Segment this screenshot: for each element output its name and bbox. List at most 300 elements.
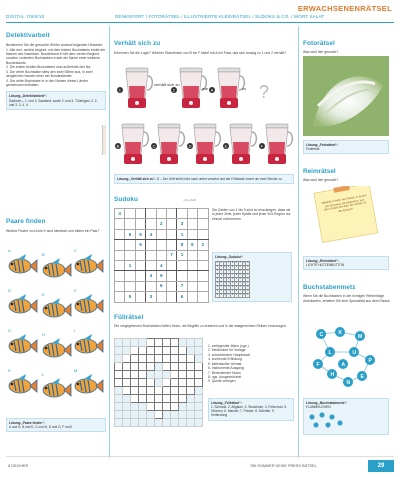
fuell-cell[interactable] [147,379,155,387]
sudoku-cell[interactable] [187,292,197,302]
fuell-cell [123,347,131,355]
fuell-cell [147,371,155,379]
network-node[interactable] [316,329,326,339]
fuell-row [115,403,203,411]
svg-text:E: E [42,292,45,297]
fuell-clue: 4. kochende Erfindung [208,357,242,362]
sudoku-cell[interactable]: 8 [177,240,187,250]
sudoku-cell[interactable]: 3 [146,292,156,302]
sudoku-cell[interactable] [115,292,125,302]
fuell-cell[interactable] [195,379,203,387]
sudoku-cell[interactable]: 1 [177,250,187,260]
sudoku-cell[interactable] [187,281,197,291]
sudoku-solution-cell: 5 [247,278,249,281]
fuell-cell[interactable] [155,339,163,347]
fuell-cell[interactable] [155,403,163,411]
sudoku-cell[interactable]: 2 [198,240,208,250]
sudoku-cell[interactable]: 9 [135,240,145,250]
sudoku-cell[interactable] [146,250,156,260]
sudoku-cell[interactable] [115,240,125,250]
fuell-grid[interactable] [114,338,203,427]
sudoku-solution-cell: 7 [216,266,219,269]
fuell-cell [171,419,179,427]
sudoku-cell[interactable] [115,260,125,270]
sudoku-cell[interactable] [198,250,208,260]
sudoku-cell[interactable] [187,219,197,229]
sudoku-solution-row [216,294,250,298]
fuell-cell[interactable] [179,355,187,363]
fuell-clue: 6. Instrumente Ausgang [208,366,244,371]
sudoku-cell[interactable] [198,209,208,219]
sudoku-solution-cell: 9 [247,290,249,293]
fuell-cell[interactable] [139,347,147,355]
sudoku-cell[interactable] [166,271,176,281]
fuell-cell[interactable] [171,339,179,347]
fuell-cell [123,403,131,411]
sudoku-cell[interactable] [135,209,145,219]
sudoku-cell[interactable] [115,281,125,291]
svg-text:K: K [8,368,11,373]
fuell-cell[interactable] [131,395,139,403]
fuell-cell[interactable] [171,403,179,411]
fuell-cell[interactable] [147,403,155,411]
buchstaben-section [303,284,393,303]
sudoku-cell[interactable]: 7 [166,250,176,260]
sudoku-cell[interactable] [115,250,125,260]
fuell-cell[interactable] [131,379,139,387]
sudoku-solution-cell: 6 [235,282,238,285]
fuell-row [115,379,203,387]
fish-item[interactable] [42,292,71,317]
sudoku-solution-cell: 8 [243,274,245,277]
fish-item[interactable] [74,248,103,273]
fuell-cell [115,355,123,363]
fuell-cell[interactable] [171,395,179,403]
sudoku-solution-cell: 7 [239,262,241,265]
sudoku-cell[interactable] [166,240,176,250]
sudoku-cell[interactable] [156,209,166,219]
sudoku-solution-cell: 5 [231,282,234,285]
sudoku-cell[interactable]: 6 [177,292,187,302]
sudoku-solution-cell: 4 [235,286,238,289]
sudoku-solution-cell: 3 [220,294,222,297]
network-node[interactable] [325,347,335,357]
sudoku-cell[interactable]: 2 [156,219,166,229]
sudoku-cell[interactable] [135,219,145,229]
fuell-cell[interactable] [163,363,171,371]
verhaelt-solution-text: D – Der Griff steht nicht nach unten versetzt und der Füllstand nimmt um zwei Striche zu. [156,177,283,181]
sudoku-solution-cell: 8 [231,262,234,265]
sudoku-cell[interactable] [166,292,176,302]
sudoku-cell[interactable] [135,281,145,291]
sudoku-cell[interactable] [115,229,125,239]
fuell-cell[interactable] [123,379,131,387]
sudoku-cell[interactable]: 4 [146,229,156,239]
sudoku-cell[interactable] [198,292,208,302]
sudoku-cell[interactable] [166,209,176,219]
sudoku-cell[interactable] [146,219,156,229]
fuell-cell [195,419,203,427]
svg-text:M: M [74,368,78,373]
fuell-cell[interactable] [163,355,171,363]
section-title: ERWACHSENENRÄTSEL [297,4,392,13]
sudoku-cell[interactable] [125,240,135,250]
sudoku-cell[interactable] [125,219,135,229]
sudoku-cell[interactable] [166,229,176,239]
fuell-cell[interactable] [115,371,123,379]
column-divider [298,26,299,458]
fuell-cell [139,403,147,411]
fuell-clue: 7. Bedeutender Mann [208,370,241,375]
sudoku-solution-cell: 1 [239,282,241,285]
fuell-cell [195,403,203,411]
fuell-cell [115,347,123,355]
network-node[interactable] [313,359,323,369]
foto-solution [303,140,389,154]
sudoku-row [115,260,209,270]
sudoku-cell[interactable] [198,271,208,281]
sudoku-cell[interactable] [198,229,208,239]
sudoku-row [115,219,209,229]
paare-solution-label: Lösung „Paare finden“: [9,421,45,425]
network-node[interactable] [365,355,375,365]
svg-text:K: K [338,330,343,336]
fuell-cell[interactable] [147,347,155,355]
fish-item[interactable] [42,332,71,357]
reim-question: Was wird hier gesucht? [303,178,339,183]
fuell-cell[interactable] [163,395,171,403]
sudoku-solution-cell: 8 [247,286,249,289]
fuell-cell[interactable] [131,363,139,371]
sudoku-solution-cell: 3 [243,282,245,285]
detektiv-rule: 4. Der dritte Buchstabe in in den Namen dieser Länder gemeinsam enthalten. [6,78,88,87]
fuell-cell[interactable] [123,371,131,379]
sudoku-cell[interactable] [135,271,145,281]
sudoku-solution-cell: 7 [247,282,249,285]
svg-text:M: M [358,334,363,340]
sudoku-solution-cell: 9 [224,294,226,297]
fuell-row [115,347,203,355]
sudoku-cell[interactable] [187,271,197,281]
sudoku-cell[interactable] [146,260,156,270]
mixer-e[interactable] [223,124,256,164]
fuell-cell[interactable] [155,411,163,419]
sudoku-solution-cell: 5 [235,262,238,265]
fuell-cell [155,379,163,387]
fuell-cell[interactable] [123,387,131,395]
sudoku-cell[interactable]: 1 [177,229,187,239]
fuell-cell[interactable] [139,387,147,395]
sudoku-cell[interactable]: 6 [187,240,197,250]
fuell-cell[interactable] [115,363,123,371]
sudoku-solution-cell: 2 [228,274,230,277]
footer-rule [6,456,394,457]
sudoku-cell[interactable]: 7 [177,281,187,291]
fuell-cell [195,395,203,403]
sudoku-solution-cell: 7 [228,294,230,297]
fuell-cell[interactable] [163,403,171,411]
fuell-cell[interactable] [123,355,131,363]
fuell-cell[interactable] [139,363,147,371]
network-node[interactable] [343,377,353,387]
fuell-cell[interactable] [139,371,147,379]
fuell-cell [131,419,139,427]
sudoku-cell[interactable] [125,271,135,281]
sudoku-solution-cell: 7 [235,270,238,273]
svg-text:B: B [116,143,120,149]
sudoku-solution-cell: 8 [235,290,238,293]
svg-text:C: C [152,143,156,149]
fuell-cell[interactable] [187,379,195,387]
sudoku-solution-cell: 8 [228,278,230,281]
sudoku-row [115,281,209,291]
sudoku-solution-row [216,286,250,290]
verhaelt-title: Verhält sich zu [114,40,161,47]
sudoku-cell[interactable] [135,260,145,270]
fuell-cell[interactable] [171,347,179,355]
fuell-cell [187,347,195,355]
fuell-cell[interactable] [147,363,155,371]
fish-item[interactable] [8,328,37,353]
network-node[interactable] [357,371,367,381]
fish-item[interactable] [74,328,103,353]
verhaelt-solution [114,174,294,184]
mixer-label-1: 1 [118,87,122,93]
reim-note [310,186,382,244]
detektiv-rule: 1. Alle drei, welche beginnt, mit dem letzten Buchstaben endet der Namen des Nachbarn. Bundesland in Mit dem vierten Beginnt, sondern vorletzten Buchstaben endet der Name einer weiteren Bundeslands. [6,47,106,65]
fuell-cell[interactable] [155,387,163,395]
fuell-cell[interactable] [179,395,187,403]
fuell-cell[interactable] [139,379,147,387]
fuell-cell[interactable] [163,347,171,355]
sudoku-solution-row [216,290,250,294]
fuell-cell[interactable] [171,379,179,387]
svg-text:B: B [42,252,45,257]
sudoku-grid[interactable] [114,208,209,303]
sudoku-cell[interactable] [177,271,187,281]
sudoku-solution-row [216,270,250,274]
page-number: 29 [368,460,394,472]
fuell-cell[interactable] [171,363,179,371]
sudoku-cell[interactable] [146,281,156,291]
network-node[interactable] [335,327,345,337]
svg-text:L: L [328,350,332,356]
fuell-cell[interactable] [139,355,147,363]
sudoku-cell[interactable] [135,250,145,260]
sudoku-cell[interactable]: 3 [177,219,187,229]
sudoku-cell[interactable] [198,219,208,229]
fuell-cell[interactable] [147,387,155,395]
fuell-clue: 3. schwedischer Hauptstadt [208,352,250,357]
fish-item[interactable] [42,372,71,397]
buchstaben-text: Wenn Sie die Buchstaben in der richtigen Reihenfolge durchlaufen, erhalten Sie eine Spezialität aus dem Elsass. [303,294,391,303]
sudoku-cell[interactable]: 9 [156,271,166,281]
mixer-b[interactable] [115,124,148,164]
sudoku-solution-cell: 3 [231,278,234,281]
sudoku-row [115,209,209,219]
sudoku-solution-cell: 1 [243,270,245,273]
fuell-row [115,363,203,371]
fuell-cell[interactable] [195,363,203,371]
column-divider [109,26,110,458]
sudoku-solution-cell: 4 [247,274,249,277]
fish-item[interactable] [42,252,71,277]
sudoku-cell[interactable] [115,271,125,281]
sudoku-cell[interactable]: 5 [125,292,135,302]
fuell-cell [179,411,187,419]
fish-item[interactable] [8,288,37,313]
fuell-cell [187,411,195,419]
fuell-cell[interactable] [179,387,187,395]
fuell-cell[interactable] [131,347,139,355]
sudoku-cell[interactable] [156,250,166,260]
sudoku-cell[interactable] [146,209,156,219]
sudoku-cell[interactable] [156,240,166,250]
fuell-cell [115,403,123,411]
network-node[interactable] [327,369,337,379]
mixer-f[interactable] [259,124,292,164]
network-node[interactable] [355,331,365,341]
buchstaben-solution [303,398,389,435]
fuell-cell[interactable] [163,339,171,347]
svg-text:U: U [352,350,357,356]
sudoku-cell[interactable]: 1 [125,260,135,270]
sudoku-cell[interactable] [198,281,208,291]
sudoku-solution-cell: 9 [231,286,234,289]
sudoku-cell[interactable]: 4 [156,260,166,270]
fuell-cell [123,419,131,427]
svg-text:G: G [8,328,12,333]
sudoku-cell[interactable] [177,260,187,270]
fuell-cell[interactable] [187,355,195,363]
mixer-d[interactable] [187,124,220,164]
fuell-cell [123,395,131,403]
sudoku-cell[interactable] [187,260,197,270]
fuell-cell[interactable] [155,347,163,355]
fish-item[interactable] [8,368,37,393]
detektiv-solution-label: Lösung „Detektivarbeit“: [9,94,47,99]
fuell-solution-label: Lösung „Füllrätsel“: [211,401,242,405]
letter-network [310,326,380,388]
fuell-cell[interactable] [147,395,155,403]
sudoku-cell[interactable]: 4 [146,271,156,281]
verhaelt-solution-label: Lösung „Verhält sich zu“: [117,177,156,181]
sudoku-cell[interactable]: 4 [115,209,125,219]
fuell-cell [131,339,139,347]
fuell-cell[interactable] [131,387,139,395]
paare-text: Welche Fische von A bis K sind identisch und bilden ein Paar? [6,229,100,234]
fuell-cell[interactable] [195,371,203,379]
fuell-cell[interactable] [163,379,171,387]
svg-text:H: H [330,372,335,378]
fuell-cell[interactable] [123,363,131,371]
fuell-cell[interactable] [179,347,187,355]
question-mark: ? [259,82,270,102]
sudoku-cell[interactable] [115,219,125,229]
sudoku-cell[interactable] [187,229,197,239]
network-node[interactable] [349,347,359,357]
mixer-c[interactable] [151,124,184,164]
fish-item[interactable] [74,288,103,313]
network-node[interactable] [338,359,348,369]
svg-text:C: C [74,248,77,253]
svg-text:H: H [42,332,45,337]
sudoku-cell[interactable] [125,281,135,291]
fuell-cell[interactable] [179,371,187,379]
sudoku-cell[interactable] [198,260,208,270]
sudoku-cell[interactable] [125,250,135,260]
svg-text:P: P [368,358,372,364]
sudoku-cell[interactable] [156,292,166,302]
sudoku-solution-cell: 2 [235,294,238,297]
sudoku-solution-cell: 3 [247,262,249,265]
fuell-cell[interactable] [171,387,179,395]
fuell-cell[interactable] [147,355,155,363]
detektiv-solution-text: Sachsen – 1. und 3. Saarland: sowie 2. und 4. Thüringen; 2. 2. und 3. 3. 4. 4. [9,98,98,107]
fuell-cell [131,411,139,419]
sudoku-solution-cell: 2 [216,290,219,293]
fish-item[interactable] [8,248,37,273]
sudoku-row [115,271,209,281]
sudoku-cell[interactable]: 6 [156,281,166,291]
fuell-cell [195,339,203,347]
sudoku-cell[interactable] [166,260,176,270]
fuell-cell[interactable] [139,395,147,403]
sudoku-cell[interactable] [135,292,145,302]
fish-item[interactable] [74,368,103,393]
fuell-cell [179,339,187,347]
fuell-cell[interactable] [187,363,195,371]
svg-text:I: I [74,328,76,333]
fuell-cell [195,387,203,395]
header-rule [6,22,394,23]
fuell-cell[interactable] [187,371,195,379]
fuell-cell[interactable] [163,387,171,395]
fuell-cell[interactable] [187,387,195,395]
detektiv-rule: 3. Die vierte Buchstabe stets den zwei Silben aus, in zwei dergleichen Namen einer der Bundesländer. [6,69,93,79]
fuell-cell[interactable] [179,379,187,387]
fuell-title: Füllrätsel [114,314,144,321]
paare-title: Paare finden [6,218,46,225]
sudoku-cell[interactable]: 6 [125,229,135,239]
sudoku-solution-cell: 5 [224,274,226,277]
sudoku-cell[interactable] [166,219,176,229]
svg-text:L: L [42,372,45,377]
sudoku-cell[interactable] [125,209,135,219]
fuell-solution-text: 1. Schrank, 2. Allgäuer, 3. Stockholm, 4. Feilvorrad, 5. Gitarren, 6. Mandel, 7. Pricker, 8. Schnitte, 9. Verbindung [211,405,288,418]
fuell-cell[interactable] [179,363,187,371]
fuell-cell[interactable] [171,371,179,379]
fuell-cell[interactable] [171,355,179,363]
fuell-cell[interactable] [155,395,163,403]
fuell-cell[interactable] [131,355,139,363]
fuell-cell[interactable] [155,355,163,363]
sudoku-cell[interactable] [166,281,176,291]
sudoku-cell[interactable] [156,229,166,239]
sudoku-cell[interactable] [187,209,197,219]
sudoku-cell[interactable] [146,240,156,250]
sudoku-row [115,292,209,302]
fuell-cell[interactable] [131,371,139,379]
sudoku-cell[interactable]: 9 [135,229,145,239]
fuell-cell[interactable] [147,339,155,347]
fuell-cell[interactable] [115,379,123,387]
sudoku-solution-cell: 1 [231,290,234,293]
sudoku-cell[interactable] [187,250,197,260]
sudoku-cell[interactable] [177,209,187,219]
sudoku-solution-cell: 4 [224,290,226,293]
sudoku-solution-cell: 9 [220,266,222,269]
